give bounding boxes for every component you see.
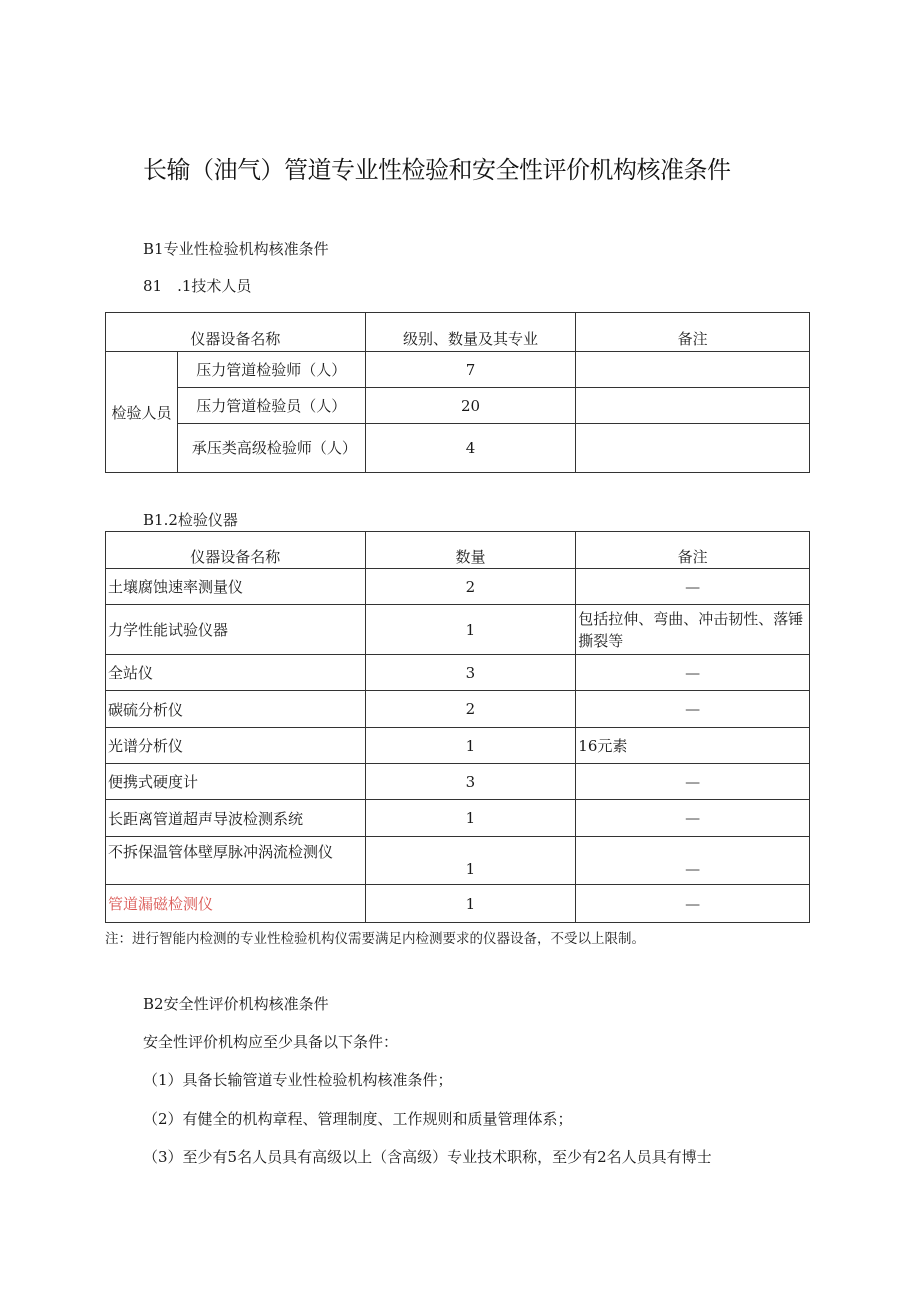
table-row [106,800,810,837]
note-cell: — [576,885,810,923]
table-row [106,352,810,388]
group-label-cell: 检验人员 [106,352,178,473]
qty-cell: 3 [365,764,576,800]
qty-cell: 3 [365,655,576,691]
table-row [106,728,810,764]
qty-cell: 1 [365,728,576,764]
qty-cell: 7 [365,352,576,388]
name-cell: 承压类高级检验师（人） [177,424,365,473]
instrument-table [105,531,810,923]
list-item: （2）有健全的机构章程、管理制度、工作规则和质量管理体系； [143,1110,573,1128]
note-cell: — [576,691,810,728]
qty-cell: 4 [365,424,576,473]
section-b1-1-heading: 81 .1技术人员 [143,277,252,295]
note-cell: — [576,800,810,837]
table-note: 注：进行智能内检测的专业性检验机构仪需要满足内检测要求的仪器设备，不受以上限制。 [105,931,645,947]
name-cell: 光谱分析仪 [106,728,366,764]
note-cell: 包括拉伸、弯曲、冲击韧性、落锤撕裂等 [576,605,810,655]
name-cell: 全站仪 [106,655,366,691]
name-cell: 压力管道检验师（人） [177,352,365,388]
note-cell: — [576,764,810,800]
note-cell: — [576,837,810,885]
table-row [106,569,810,605]
table-row [106,764,810,800]
qty-cell: 1 [365,800,576,837]
name-cell: 压力管道检验员（人） [177,388,365,424]
header-cell: 仪器设备名称 [106,532,366,569]
qty-cell: 2 [365,691,576,728]
note-cell: — [576,655,810,691]
table-row [106,388,810,424]
header-cell: 仪器设备名称 [106,313,366,352]
table-row [106,885,810,923]
list-item: （3）至少有5名人员具有高级以上（含高级）专业技术职称，至少有2名人员具有博士 [143,1148,712,1166]
table-row [106,605,810,655]
table-row [106,655,810,691]
list-item: （1）具备长输管道专业性检验机构核准条件； [143,1071,453,1089]
note-cell: — [576,569,810,605]
header-cell: 数量 [365,532,576,569]
table-row [106,837,810,885]
section-b2-intro: 安全性评价机构应至少具备以下条件： [143,1033,399,1051]
qty-cell: 1 [365,837,576,885]
note-cell [576,424,810,473]
header-cell: 级别、数量及其专业 [365,313,576,352]
name-cell: 碳硫分析仪 [106,691,366,728]
note-cell [576,352,810,388]
qty-cell: 1 [365,605,576,655]
qty-cell: 1 [365,885,576,923]
name-cell: 不拆保温管体壁厚脉冲涡流检测仪 [106,837,366,885]
name-cell: 土壤腐蚀速率测量仪 [106,569,366,605]
name-cell: 力学性能试验仪器 [106,605,366,655]
note-cell: 16元素 [576,728,810,764]
staff-table [105,312,810,473]
document-title: 长输（油气）管道专业性检验和安全性评价机构核准条件 [143,156,731,184]
name-cell: 管道漏磁检测仪 [106,885,366,923]
section-b1-2-heading: B1.2检验仪器 [143,511,238,529]
table-header-row [106,313,810,352]
table-row [106,691,810,728]
table-row [106,424,810,473]
note-cell [576,388,810,424]
table-header-row [106,532,810,569]
header-cell: 备注 [576,532,810,569]
section-b1-heading: B1专业性检验机构核准条件 [143,240,329,258]
section-b2-heading: B2安全性评价机构核准条件 [143,995,329,1013]
name-cell: 便携式硬度计 [106,764,366,800]
qty-cell: 20 [365,388,576,424]
qty-cell: 2 [365,569,576,605]
header-cell: 备注 [576,313,810,352]
name-cell: 长距离管道超声导波检测系统 [106,800,366,837]
